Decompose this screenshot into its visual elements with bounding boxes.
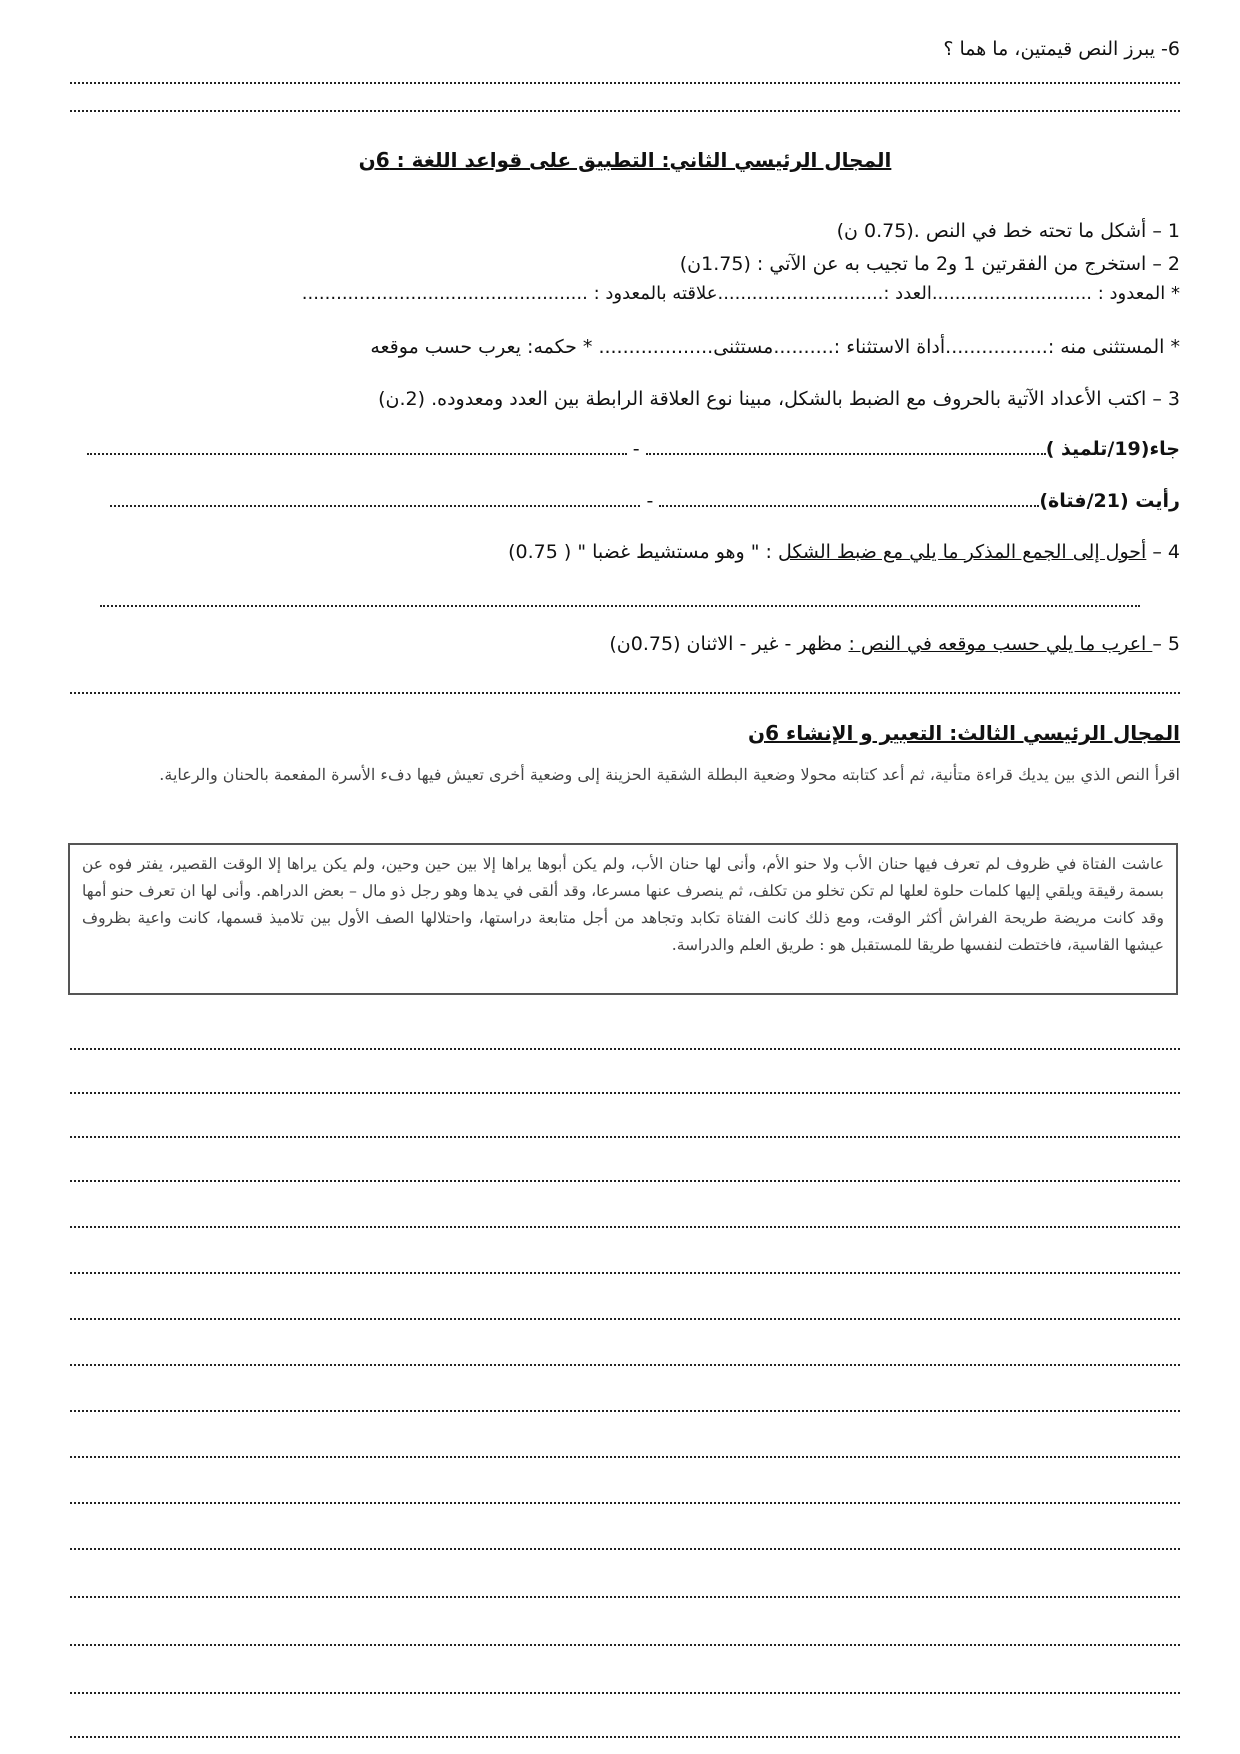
answer-line[interactable] bbox=[100, 605, 1140, 607]
writing-line[interactable] bbox=[70, 1596, 1180, 1598]
writing-line[interactable] bbox=[70, 1318, 1180, 1320]
question-4: 4 – أحول إلى الجمع المذكر ما يلي مع ضبط الشكل : " وهو مستشيط غضبا " ( 0.75) bbox=[508, 541, 1180, 563]
writing-line[interactable] bbox=[70, 1048, 1180, 1050]
writing-line[interactable] bbox=[70, 1736, 1180, 1738]
answer-line[interactable] bbox=[646, 453, 1046, 455]
writing-line[interactable] bbox=[70, 1180, 1180, 1182]
question-2: 2 – استخرج من الفقرتين 1 و2 ما تجيب به عن الآتي : (1.75ن) bbox=[679, 253, 1180, 275]
writing-line[interactable] bbox=[70, 1226, 1180, 1228]
question-2-fill-line-b[interactable]: * المستثنى منه :.................أداة الاستثناء :..........مستثنى................... * حكمه: يعرب حسب موقعه bbox=[370, 336, 1180, 358]
writing-line[interactable] bbox=[70, 1548, 1180, 1550]
question-6: 6- يبرز النص قيمتين، ما هما ؟ bbox=[943, 38, 1180, 60]
passage-box bbox=[68, 843, 1178, 995]
passage-text: عاشت الفتاة في ظروف لم تعرف فيها حنان الأب ولا حنو الأم، وأنى لها حنان الأب، ولم يكن أبوها يراها إلا بين حين وحين، ولم يكن يراها إلا الوقت القصير، يفتر فوه عن بسمة رقيقة ويلقي إليها كلمات حلوة لعلها لم تكن تخلو من تكلف، ثم ينصرف عنها مسرعا، وقد ألقى في يدها وهو رجل ذو مال – بعض الدراهم. وأنى لها ان تعرف حنو أمها وقد كانت مريضة طريحة الفراش أكثر الوقت، ومع ذلك كانت الفتاة تكابد وتجاهد من أجل متابعة دراستها، واحتلالها الصف الأول بين تلاميذ قسمها، كانت واعية بظروف عيشها القاسية، فاختطت لنفسها طريقا للمستقبل هو : طريق العلم والدراسة. bbox=[82, 855, 1164, 954]
question-3-item-a: جاء(19/تلميذ ) - bbox=[70, 438, 1180, 460]
writing-line[interactable] bbox=[70, 1692, 1180, 1694]
question-5: 5 – اعرب ما يلي حسب موقعه في النص : مظهر - غير - الاثنان (0.75ن) bbox=[609, 633, 1180, 655]
answer-line[interactable] bbox=[70, 110, 1180, 112]
instructions: اقرأ النص الذي بين يديك قراءة متأنية، ثم أعد كتابته محولا وضعية البطلة الشقية الحزينة إلى وضعية أخرى تعيش فيها دفء الأسرة المفعمة بالحنان والرعاية. bbox=[159, 765, 1180, 784]
question-3-item-b: رأيت (21/فتاة) - bbox=[70, 490, 1180, 512]
writing-line[interactable] bbox=[70, 1364, 1180, 1366]
writing-line[interactable] bbox=[70, 1272, 1180, 1274]
question-3: 3 – اكتب الأعداد الآتية بالحروف مع الضبط بالشكل، مبينا نوع العلاقة الرابطة بين العدد ومعدوده. (2.ن) bbox=[378, 388, 1180, 410]
section-2-title: المجال الرئيسي الثاني: التطبيق على قواعد اللغة : 6ن bbox=[358, 148, 892, 172]
writing-line[interactable] bbox=[70, 1092, 1180, 1094]
writing-line[interactable] bbox=[70, 1502, 1180, 1504]
writing-line[interactable] bbox=[70, 1456, 1180, 1458]
writing-line[interactable] bbox=[70, 1136, 1180, 1138]
writing-line[interactable] bbox=[70, 1410, 1180, 1412]
section-3-title: المجال الرئيسي الثالث: التعبير و الإنشاء 6ن bbox=[748, 721, 1180, 745]
answer-line[interactable] bbox=[70, 692, 1180, 694]
answer-line[interactable] bbox=[87, 453, 627, 455]
answer-line[interactable] bbox=[110, 505, 640, 507]
writing-line[interactable] bbox=[70, 1644, 1180, 1646]
item-b-label: رأيت (21/فتاة) bbox=[1039, 490, 1180, 512]
item-a-label: جاء(19/تلميذ ) bbox=[1045, 438, 1180, 460]
answer-line[interactable] bbox=[659, 505, 1039, 507]
question-1: 1 – أشكل ما تحته خط في النص .(0.75 ن) bbox=[836, 220, 1180, 242]
question-2-fill-line-a[interactable]: * المعدود : ............................العدد :.............................علاقته بالمعدود : .................................................. bbox=[301, 283, 1180, 304]
answer-line[interactable] bbox=[70, 82, 1180, 84]
